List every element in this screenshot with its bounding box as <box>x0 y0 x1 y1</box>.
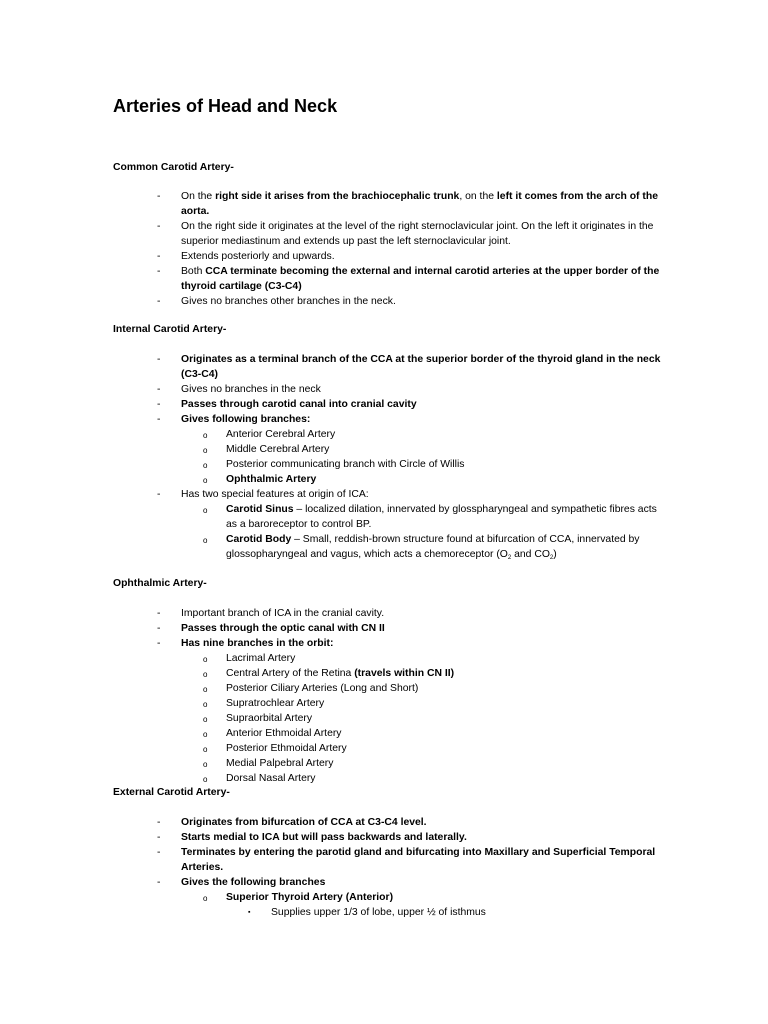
list-item-text: On the right side it originates at the level of the right sternoclavicular joint. On the left it originates in the <box>181 221 654 232</box>
section-heading-internal-carotid: Internal Carotid Artery- <box>113 324 227 335</box>
sub-list-item-text: Dorsal Nasal Artery <box>226 773 316 784</box>
text-run: , on the <box>459 191 497 202</box>
bold-text-run: Originates as a terminal branch of the CCA at the superior border of the thyroid gland in the neck <box>181 354 661 365</box>
list-item-text-continued <box>181 860 223 875</box>
bold-text-run: left it comes from the arch of the <box>496 191 658 202</box>
dash-marker: - <box>157 638 161 649</box>
sub-sub-list-item-text: Supplies upper 1/3 of lobe, upper ½ of isthmus <box>271 907 486 918</box>
bold-text-run: Terminates by entering the parotid gland and bifurcating into Maxillary and Superficial Temporal <box>181 847 656 858</box>
bold-text-run: (C3-C4) <box>181 369 218 380</box>
bold-text-run: Gives the following branches <box>181 877 326 888</box>
text-run: and CO <box>511 549 550 560</box>
circle-marker: o <box>203 446 208 455</box>
list-item-text: Gives no branches in the neck <box>181 384 321 395</box>
list-item-text <box>181 815 427 830</box>
dash-marker: - <box>157 266 161 277</box>
sub-list-item-text: Anterior Cerebral Artery <box>226 429 336 440</box>
circle-marker: o <box>203 745 208 754</box>
circle-marker: o <box>203 461 208 470</box>
bold-text-run: Gives following branches: <box>181 414 311 425</box>
page-title: Arteries of Head and Neck <box>113 96 338 116</box>
list-item-text: Important branch of ICA in the cranial cavity. <box>181 608 385 619</box>
circle-marker: o <box>203 655 208 664</box>
list-item-text: Gives no branches other branches in the neck. <box>181 296 396 307</box>
list-item-text <box>181 352 660 367</box>
list-item-text <box>181 189 658 204</box>
bold-text-run: Has nine branches in the orbit: <box>181 638 334 649</box>
dash-marker: - <box>157 608 161 619</box>
list-item-text-continued <box>181 204 209 219</box>
sub-list-item-text <box>226 666 454 681</box>
bold-text-run: Starts medial to ICA but will pass backwards and laterally. <box>181 832 467 843</box>
dash-marker: - <box>157 832 161 843</box>
text-run: glossopharyngeal and vagus, which acts a chemoreceptor (O <box>226 549 508 560</box>
dash-marker: - <box>157 354 161 365</box>
sub-list-item-text: Middle Cerebral Artery <box>226 444 330 455</box>
text-run: ) <box>553 549 557 560</box>
bold-text-run: Carotid Body <box>226 534 292 545</box>
dash-marker: - <box>157 384 161 395</box>
circle-marker: o <box>203 685 208 694</box>
list-item-text: Extends posteriorly and upwards. <box>181 251 335 262</box>
circle-marker: o <box>203 775 208 784</box>
dash-marker: - <box>157 623 161 634</box>
circle-marker: o <box>203 536 208 545</box>
circle-marker: o <box>203 760 208 769</box>
circle-marker: o <box>203 715 208 724</box>
text-run: On the <box>181 191 216 202</box>
dash-marker: - <box>157 191 161 202</box>
bold-text-run: right side it arises from the brachiocephalic trunk <box>215 191 460 202</box>
dash-marker: - <box>157 399 161 410</box>
dash-marker: - <box>157 414 161 425</box>
sub-list-item-text <box>226 502 657 517</box>
circle-marker: o <box>203 506 208 515</box>
bold-text-run: Originates from bifurcation of CCA at C3-C4 level. <box>181 817 427 828</box>
bold-text-run: Arteries. <box>181 862 224 873</box>
subscript: 2 <box>549 555 554 561</box>
text-run: Central Artery of the Retina <box>226 668 355 679</box>
subscript: 2 <box>507 555 512 561</box>
text-run: – localized dilation, innervated by glosspharyngeal and sympathetic fibres acts <box>293 504 657 515</box>
sub-list-item-text: Posterior Ciliary Arteries (Long and Short) <box>226 683 419 694</box>
section-heading-ophthalmic: Ophthalmic Artery- <box>113 578 207 589</box>
sub-list-item-text: Posterior Ethmoidal Artery <box>226 743 347 754</box>
square-marker: ▪ <box>248 909 251 916</box>
list-item-text <box>181 397 417 412</box>
dash-marker: - <box>157 847 161 858</box>
dash-marker: - <box>157 817 161 828</box>
circle-marker: o <box>203 476 208 485</box>
list-item-text <box>181 875 325 890</box>
sub-list-item-text: Anterior Ethmoidal Artery <box>226 728 342 739</box>
circle-marker: o <box>203 670 208 679</box>
bold-text-run: Carotid Sinus <box>226 504 294 515</box>
bold-text-run: thyroid cartilage (C3-C4) <box>181 281 302 292</box>
bold-text-run: Superior Thyroid Artery (Anterior) <box>226 892 394 903</box>
list-item-text-continued: superior mediastinum and extends up past the left sternoclavicular joint. <box>181 236 511 247</box>
list-item-text <box>181 636 333 651</box>
bold-text-run: Passes through carotid canal into cranial cavity <box>181 399 417 410</box>
sub-list-item-text <box>226 532 640 547</box>
dash-marker: - <box>157 296 161 307</box>
circle-marker: o <box>203 730 208 739</box>
bold-text-run: (travels within CN II) <box>354 668 455 679</box>
dash-marker: - <box>157 251 161 262</box>
section-heading-common-carotid: Common Carotid Artery- <box>113 162 234 173</box>
sub-list-item-text: Medial Palpebral Artery <box>226 758 334 769</box>
list-item-text <box>181 264 659 279</box>
circle-marker: o <box>203 700 208 709</box>
sub-list-item-text-continued <box>226 547 557 562</box>
text-run: Both <box>181 266 206 277</box>
dash-marker: - <box>157 877 161 888</box>
list-item-text <box>181 412 310 427</box>
text-run: – Small, reddish-brown structure found at bifurcation of CCA, innervated by <box>291 534 640 545</box>
bold-text-run: Ophthalmic Artery <box>226 474 317 485</box>
sub-list-item-text: Posterior communicating branch with Circle of Willis <box>226 459 465 470</box>
sub-list-item-text <box>226 890 393 905</box>
bold-text-run: aorta. <box>181 206 210 217</box>
sub-list-item-text <box>226 472 316 487</box>
list-item-text <box>181 621 385 636</box>
circle-marker: o <box>203 894 208 903</box>
bold-text-run: Passes through the optic canal with CN II <box>181 623 385 634</box>
bold-text-run: CCA terminate becoming the external and internal carotid arteries at the upper border of the <box>205 266 660 277</box>
list-item-text: Has two special features at origin of ICA: <box>181 489 369 500</box>
list-item-text <box>181 830 467 845</box>
sub-list-item-text-continued: as a baroreceptor to control BP. <box>226 519 372 530</box>
list-item-text-continued <box>181 367 218 382</box>
dash-marker: - <box>157 489 161 500</box>
sub-list-item-text: Supratrochlear Artery <box>226 698 325 709</box>
list-item-text <box>181 845 655 860</box>
sub-list-item-text: Supraorbital Artery <box>226 713 313 724</box>
dash-marker: - <box>157 221 161 232</box>
section-heading-external-carotid: External Carotid Artery- <box>113 787 230 798</box>
list-item-text-continued <box>181 279 302 294</box>
sub-list-item-text: Lacrimal Artery <box>226 653 296 664</box>
circle-marker: o <box>203 431 208 440</box>
